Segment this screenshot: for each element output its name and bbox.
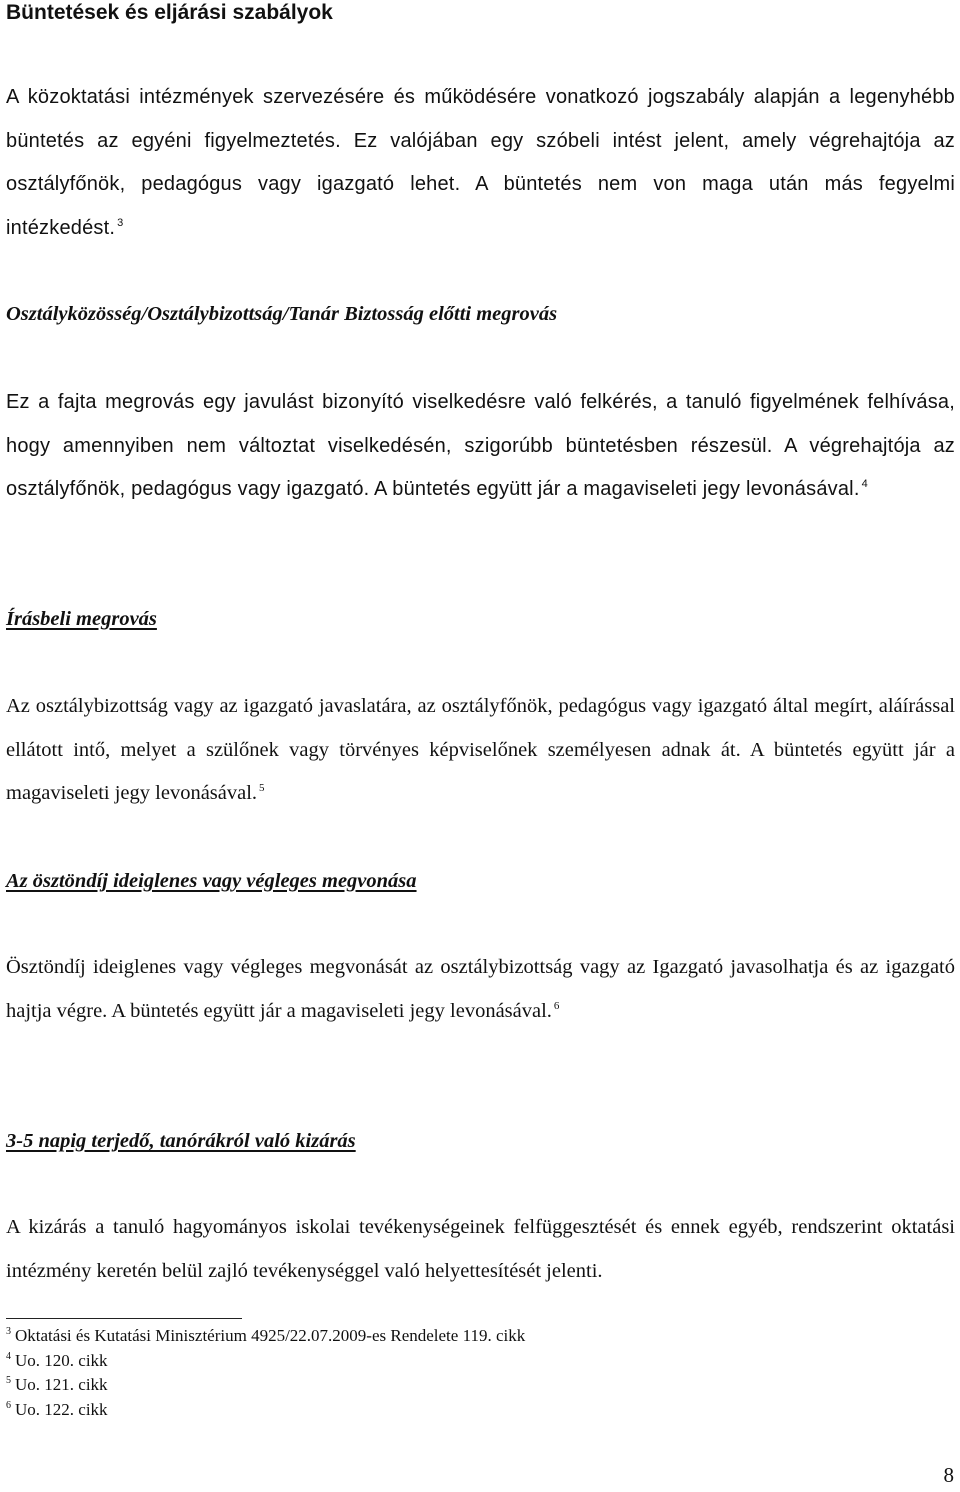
footnote-ref-6: 6 <box>553 999 560 1012</box>
section-4-body: Ösztöndíj ideiglenes vagy végleges megvonását az osztálybizottság vagy az Igazgató javasolhatja és az igazgató hajtja végre. A büntetés együtt jár a magaviseleti jegy levonásával. $^6$ <box>6 956 955 1022</box>
page-number: 8 <box>943 1463 954 1487</box>
footnote-item: $^4$ Uo. 120. cikk <box>6 1350 108 1370</box>
footnote-ref-3: 3 <box>117 217 124 230</box>
footnote-ref-5: 5 <box>259 782 265 795</box>
section-2-body: Ez a fajta megrovás egy javulást bizonyító viselkedésre való felkérés, a tanuló figyelmének felhívása, hogy amennyiben nem változtat viselkedésén, szigorúbb büntetésben részesül. A végrehajtója az osztályfőnök, pedagógus vagy igazgató. A büntetés együtt jár a magaviseleti jegy levonásával. $^4$ <box>6 391 955 501</box>
footnote-item: $^3$ Oktatási és Kutatási Minisztérium 4925/22.07.2009-es Rendelete 119. cikk <box>6 1326 526 1345</box>
footnote-divider <box>6 1318 242 1319</box>
footnote-ref-4: 4 <box>861 478 868 491</box>
page-title: Büntetések és eljárási szabályok <box>6 1 333 24</box>
section-2-heading: Osztályközösség/Osztálybizottság/Tanár Biztosság előtti megrovás <box>6 303 558 325</box>
footnote-list <box>6 1324 525 1423</box>
section-4-heading: Az ösztöndíj ideiglenes vagy végleges megvonása <box>6 870 417 892</box>
footnote-item: $^6$ Uo. 122. cikk <box>6 1400 108 1420</box>
footnote-item: $^5$ Uo. 121. cikk <box>6 1375 108 1395</box>
section-3-heading: Írásbeli megrovás <box>6 608 157 630</box>
section-3-body: Az osztálybizottság vagy az igazgató javaslatára, az osztályfőnök, pedagógus vagy igazgató által megírt, aláírással ellátott intő, melyet a szülőnek vagy törvényes képviselőnek személyesen adnak át. A büntetés együtt jár a magaviseleti jegy levonásával. $^5$ <box>6 695 955 805</box>
section-1-body: A közoktatási intézmények szervezésére és működésére vonatkozó jogszabály alapján a legenyhébb büntetés az egyéni figyelmeztetés. Ez valójában egy szóbeli intést jelent, amely végrehajtója az osztályfőnök, pedagógus vagy igazgató lehet. A büntetés nem von maga után más fegyelmi intézkedést. $^3$ <box>6 86 955 240</box>
section-5-heading: 3-5 napig terjedő, tanórákról való kizárás <box>6 1130 356 1152</box>
section-5-body: A kizárás a tanuló hagyományos iskolai tevékenységeinek felfüggesztését és ennek egyéb, rendszerint oktatási intézmény keretén belül zajló tevékenységgel való helyettesítését jelenti. <box>6 1216 955 1282</box>
